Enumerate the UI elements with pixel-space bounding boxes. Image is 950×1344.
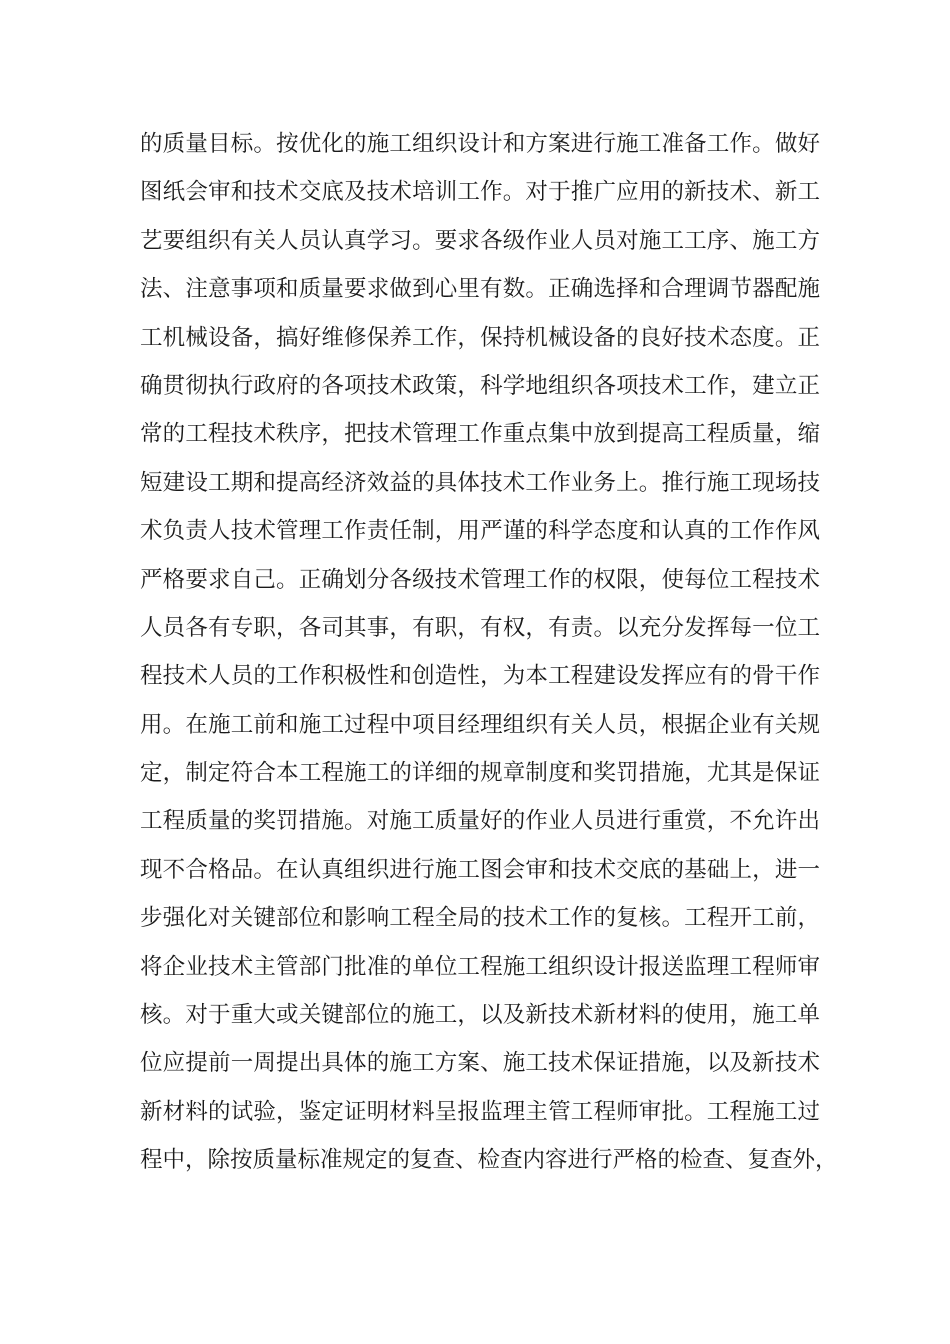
text-line: 程中，除按质量标准规定的复查、检查内容进行严格的检查、复查外， [140,1147,838,1174]
text-line: 用。在施工前和施工过程中项目经理组织有关人员，根据企业有关规 [140,711,820,738]
text-line: 的质量目标。按优化的施工组织设计和方案进行施工准备工作。做好 [140,131,820,157]
text-line: 将企业技术主管部门批准的单位工程施工组织设计报送监理工程师审 [140,953,820,980]
text-line: 术负责人技术管理工作责任制，用严谨的科学态度和认真的工作作风 [140,518,820,545]
text-line: 法、注意事项和质量要求做到心里有数。正确选择和合理调节器配施 [140,276,820,303]
text-line: 人员各有专职，各司其事，有职，有权，有责。以充分发挥每一位工 [140,614,820,641]
text-line: 定，制定符合本工程施工的详细的规章制度和奖罚措施，尤其是保证 [140,760,820,787]
text-line: 艺要组织有关人员认真学习。要求各级作业人员对施工工序、施工方 [140,227,820,254]
text-line: 确贯彻执行政府的各项技术政策，科学地组织各项技术工作，建立正 [140,372,820,399]
text-line: 常的工程技术秩序，把技术管理工作重点集中放到提高工程质量，缩 [140,421,820,448]
text-line: 图纸会审和技术交底及技术培训工作。对于推广应用的新技术、新工 [140,179,820,206]
text-line: 新材料的试验，鉴定证明材料呈报监理主管工程师审批。工程施工过 [140,1098,820,1125]
text-line: 工机械设备，搞好维修保养工作，保持机械设备的良好技术态度。正 [140,324,820,351]
text-line: 短建设工期和提高经济效益的具体技术工作业务上。推行施工现场技 [140,469,820,496]
text-line: 工程质量的奖罚措施。对施工质量好的作业人员进行重赏，不允许出 [140,808,820,835]
text-line: 步强化对关键部位和影响工程全局的技术工作的复核。工程开工前， [140,905,820,932]
text-line: 核。对于重大或关键部位的施工，以及新技术新材料的使用，施工单 [140,1002,820,1029]
text-line: 程技术人员的工作积极性和创造性，为本工程建设发挥应有的骨干作 [140,663,820,690]
body-text [140,120,838,1185]
text-line: 位应提前一周提出具体的施工方案、施工技术保证措施，以及新技术 [140,1050,820,1077]
text-line: 严格要求自己。正确划分各级技术管理工作的权限，使每位工程技术 [140,566,820,593]
text-line: 现不合格品。在认真组织进行施工图会审和技术交底的基础上，进一 [140,856,820,883]
